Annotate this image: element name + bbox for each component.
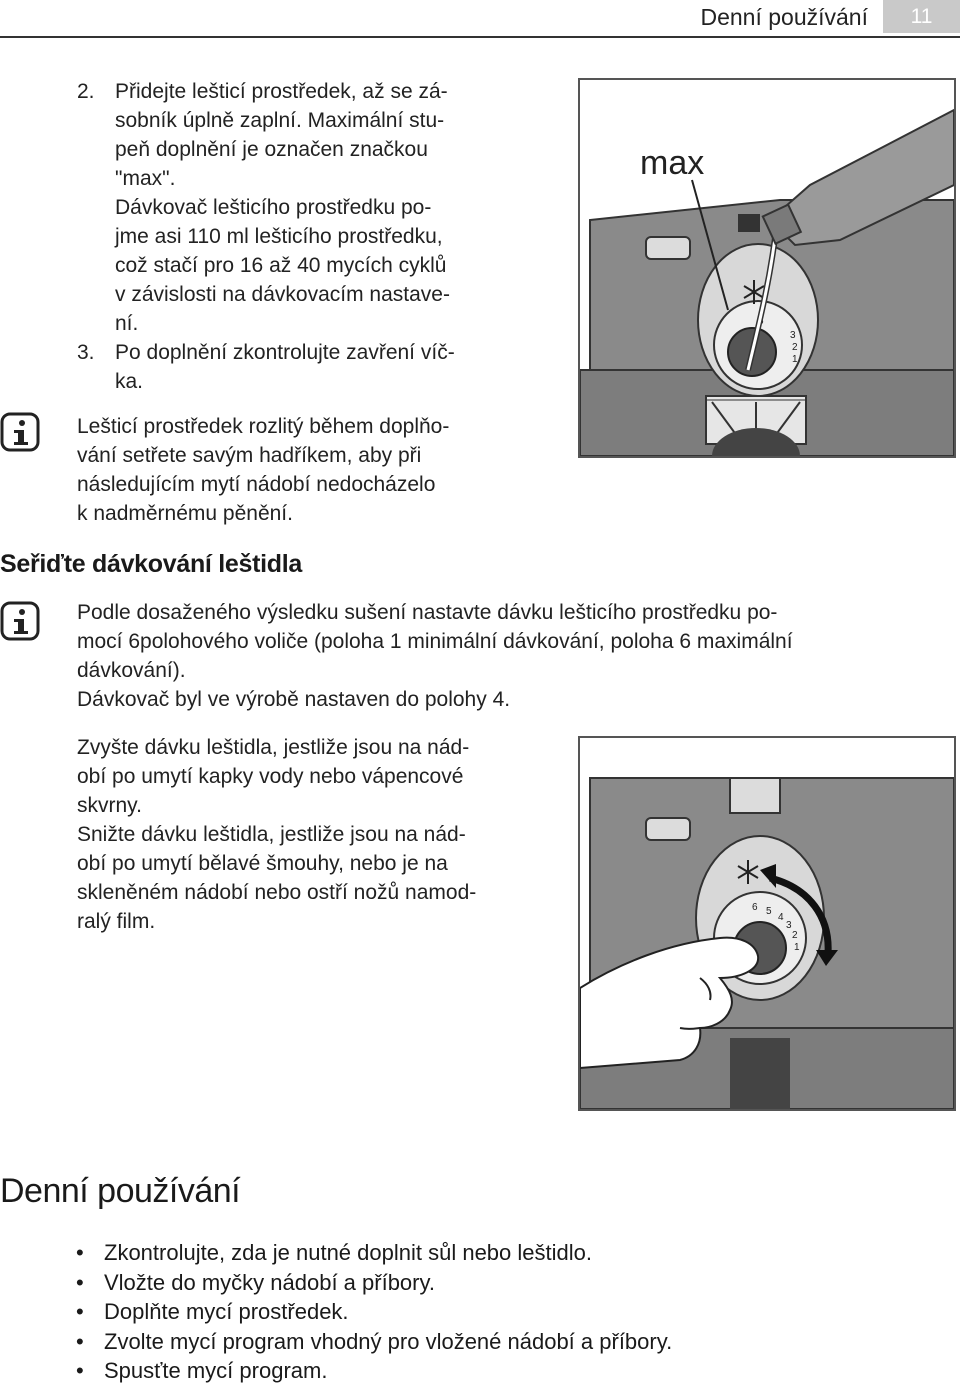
step-2-line: Přidejte lešticí prostředek, až se zá- xyxy=(115,80,448,103)
section-heading-daily-use: Denní používání xyxy=(0,1172,241,1210)
dial-number: 3 xyxy=(786,920,792,931)
info-dosage-line: Dávkovač byl ve výrobě nastaven do polohy 4. xyxy=(77,688,511,711)
dial-number: 5 xyxy=(766,906,772,917)
info-note-line: následujícím mytí nádobí nedocházelo xyxy=(77,473,436,496)
lid-release-slot xyxy=(646,237,690,259)
increase-line: obí po umytí kapky vody nebo vápencové xyxy=(77,765,464,788)
header-divider xyxy=(0,36,960,38)
dial-number: 2 xyxy=(792,342,798,353)
dial-number: 3 xyxy=(790,330,796,341)
step-2-number: 2. xyxy=(77,80,95,103)
figure-fill-rinse-aid xyxy=(578,78,956,458)
section-heading-dosage: Seřiďte dávkování leštidla xyxy=(0,550,302,578)
info-note-line: vání setřete savým hadříkem, aby při xyxy=(77,444,422,467)
dial-number: 1 xyxy=(794,942,800,953)
info-dosage-line: Podle dosaženého výsledku sušení nastavte dávku lešticího prostředku po- xyxy=(77,601,778,624)
info-dosage-line: mocí 6polohového voliče (poloha 1 minimální dávkování, poloha 6 maximální xyxy=(77,630,793,653)
step-3-number: 3. xyxy=(77,341,95,364)
decrease-line: Snižte dávku leštidla, jestliže jsou na nád- xyxy=(77,823,466,846)
step-2-note-line: Dávkovač lešticího prostředku po- xyxy=(115,196,432,219)
increase-line: Zvyšte dávku leštidla, jestliže jsou na nád- xyxy=(77,736,470,759)
dial-number: 4 xyxy=(778,912,784,923)
step-3-line: ka. xyxy=(115,370,144,393)
step-2-line: peň doplnění je označen značkou xyxy=(115,138,428,161)
step-2-note-line: což stačí pro 16 až 40 mycích cyklů xyxy=(115,254,447,277)
lid-tab xyxy=(730,778,780,813)
lid-release-slot xyxy=(646,818,690,840)
step-2-note-line: jme asi 110 ml lešticího prostředku, xyxy=(115,225,443,248)
step-3-line: Po doplnění zkontrolujte zavření víč- xyxy=(115,341,455,364)
info-dosage-line: dávkování). xyxy=(77,659,186,682)
figure-adjust-illustration xyxy=(580,738,954,1109)
step-2 xyxy=(77,77,557,396)
step-2-line: "max". xyxy=(115,167,176,190)
list-item: • Spusťte mycí program. xyxy=(76,1356,936,1386)
step-2-note-line: v závislosti na dávkovacím nastave- xyxy=(115,283,450,306)
figure-fill-illustration xyxy=(580,80,954,456)
decrease-line: skleněném nádobí nebo ostří nožů namod- xyxy=(77,881,477,904)
info-note-line: Lešticí prostředek rozlitý během doplňo- xyxy=(77,415,450,438)
header-section-title: Denní používání xyxy=(700,4,868,30)
daily-use-list xyxy=(76,1238,936,1386)
list-item: • Vložte do myčky nádobí a příbory. xyxy=(76,1268,936,1298)
info-icon xyxy=(0,601,40,641)
figure-adjust-dial xyxy=(578,736,956,1111)
list-item: • Doplňte mycí prostředek. xyxy=(76,1297,936,1327)
step-2-line: sobník úplně zaplní. Maximální stu- xyxy=(115,109,445,132)
lower-opening xyxy=(730,1038,790,1109)
dial-number: 1 xyxy=(792,354,798,365)
increase-line: skvrny. xyxy=(77,794,142,817)
info-note-spill xyxy=(77,412,557,528)
info-note-dosage xyxy=(77,598,957,714)
decrease-line: obí po umytí bělavé šmouhy, nebo je na xyxy=(77,852,448,875)
list-item: • Zkontrolujte, zda je nutné doplnit sůl nebo leštidlo. xyxy=(76,1238,936,1268)
max-label: max xyxy=(640,144,705,182)
dial-number: 2 xyxy=(792,930,798,941)
info-note-line: k nadměrnému pěnění. xyxy=(77,502,293,525)
list-item: • Zvolte mycí program vhodný pro vložené nádobí a příbory. xyxy=(76,1327,936,1357)
dosage-guidance xyxy=(77,733,567,936)
decrease-line: ralý film. xyxy=(77,910,156,933)
dial-number: 6 xyxy=(752,902,758,913)
dial-number: 6 xyxy=(758,316,764,327)
page-number: 11 xyxy=(883,0,960,33)
info-icon xyxy=(0,412,40,452)
step-2-note-line: ní. xyxy=(115,312,139,335)
lid-tab xyxy=(738,214,760,232)
